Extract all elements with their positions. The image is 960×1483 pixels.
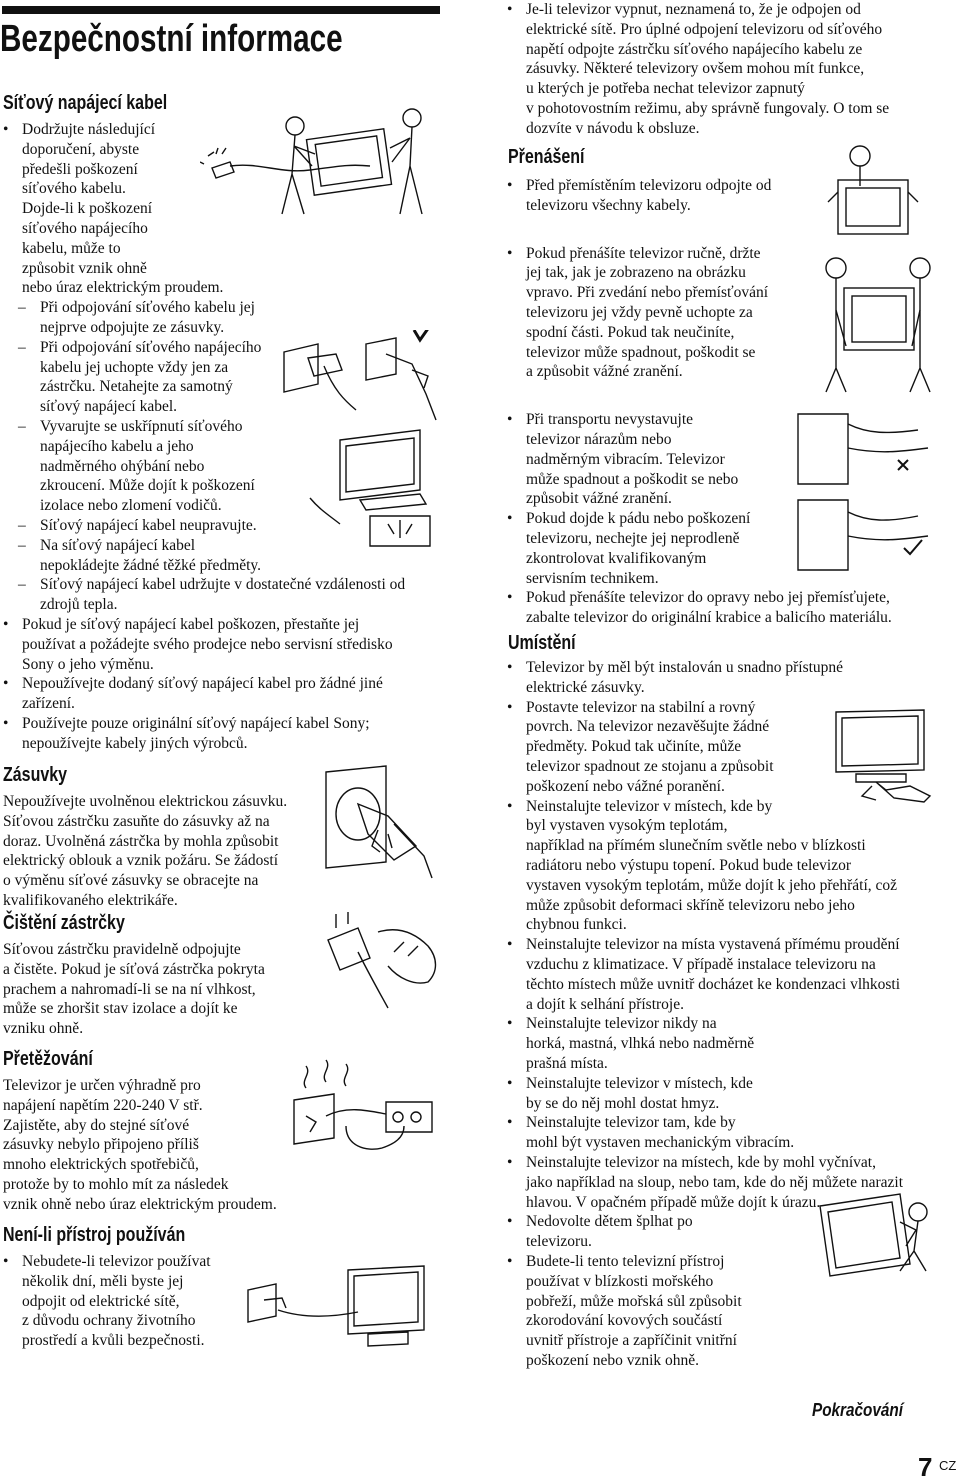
- header-rule: [2, 6, 440, 14]
- text-line: Na síťový napájecí kabel: [40, 536, 196, 554]
- text-line: Síťovou zástrčku pravidelně odpojujte: [3, 941, 241, 958]
- text-line: elektrické zásuvky.: [526, 678, 645, 696]
- text-line: například na přímém slunečním světle nebo v blízkosti: [526, 837, 866, 855]
- text-line: kabelu jej uchopte vždy jen za: [40, 358, 229, 376]
- text-line: Nedovolte dětem šplhat po: [526, 1213, 693, 1231]
- text-line: Televizor by měl být instalován u snadno přístupné: [526, 659, 844, 676]
- text-line: odpojit od elektrické sítě,: [22, 1292, 180, 1310]
- text-line: v pohotovostním režimu, aby správně fungovaly. O tom se: [526, 99, 890, 117]
- person-holding-tv-illustration: [820, 140, 930, 240]
- text-line: Pokud přenášíte televizor do opravy nebo jej přemísťujete,: [526, 589, 890, 607]
- text-line: síťový napájecí kabel.: [40, 398, 178, 416]
- text-line: zařízení.: [22, 695, 75, 713]
- text-line: servisním technikem.: [526, 569, 659, 587]
- standby-bullet-list: [504, 0, 952, 139]
- text-line: hlavou. V opačném případě může dojít k úrazu.: [526, 1193, 821, 1211]
- bullet-item: [504, 1014, 952, 1073]
- carrying-bullet: [504, 588, 952, 628]
- bullet-item: [0, 615, 452, 674]
- text-line: doraz. Uvolněná zástrčka by mohla způsobit: [3, 832, 279, 850]
- text-line: Dojde-li k poškození: [22, 200, 153, 218]
- text-line: síťového kabelu.: [22, 180, 126, 198]
- text-line: televizor může spadnout, poškodit se: [526, 343, 756, 361]
- text-line: prostředí a kvůli bezpečnosti.: [22, 1332, 205, 1350]
- child-climbing-tv-illustration: [810, 1186, 950, 1282]
- text-line: Neinstalujte televizor v místech, kde: [526, 1074, 753, 1092]
- tv-on-stand-illustration: [816, 706, 946, 804]
- page-title: Bezpečnostní informace: [0, 18, 343, 60]
- text-line: způsobit vážné zranění.: [526, 490, 672, 508]
- text-line: napětí odpojte zástrčku síťového napájecího kabelu ze: [526, 40, 863, 58]
- text-line: Při transportu nevystavujte: [526, 411, 694, 429]
- text-line: Síťovou zástrčku zasuňte do zásuvky až na: [3, 812, 270, 830]
- text-line: Před přemístěním televizoru odpojte od: [526, 177, 772, 194]
- text-line: Televizor je určen výhradně pro: [3, 1077, 201, 1094]
- bullet-item: [504, 588, 952, 628]
- bullet-item: [0, 674, 452, 714]
- tv-gripping-check-illustration: [788, 404, 938, 574]
- unplugged-tv-illustration: [238, 1260, 438, 1360]
- text-line: používat v blízkosti mořského: [526, 1272, 714, 1290]
- text-line: horká, mastná, vlhká nebo nadměrně: [526, 1035, 755, 1053]
- text-line: mohl být vystaven mechanickým vibracím.: [526, 1134, 795, 1152]
- text-line: předměty. Pokud tak učiníte, může: [526, 738, 742, 756]
- text-line: televizoru všechny kabely.: [526, 196, 691, 214]
- text-line: Budete-li tento televizní přístroj: [526, 1252, 725, 1270]
- heading-power-cord: Síťový napájecí kabel: [3, 92, 168, 114]
- text-line: izolace nebo zlomení vodičů.: [40, 497, 222, 515]
- text-line: a dojít k selhání přístroje.: [526, 995, 684, 1013]
- text-line: byl vystaven vysokým teplotám,: [526, 817, 728, 835]
- text-line: nadměrného ohýbání nebo: [40, 457, 205, 475]
- text-line: Sony o jeho výměnu.: [22, 655, 154, 673]
- text-line: zásuvky nebylo připojeno příliš: [3, 1136, 199, 1154]
- text-line: způsobit vznik ohně: [22, 259, 147, 277]
- text-line: televizoru jej vždy pevně uchopte za: [526, 303, 753, 321]
- text-line: napájení napětím 220-240 V stř.: [3, 1096, 203, 1114]
- text-line: o výměnu síťové zásuvky se obracejte na: [3, 872, 259, 890]
- text-line: nebo úraz elektrickým proudem.: [22, 279, 224, 297]
- text-line: spodní části. Pokud tak neučiníte,: [526, 323, 735, 341]
- text-line: televizoru.: [526, 1233, 592, 1251]
- bullet-item: [504, 1113, 952, 1153]
- text-line: jej tak, jak je zobrazeno na obrázku: [526, 264, 746, 282]
- text-line: prašná místa.: [526, 1054, 608, 1072]
- text-line: používat a požádejte svého prodejce nebo servisní středisko: [22, 635, 393, 653]
- text-line: zdrojů tepla.: [40, 596, 118, 614]
- text-line: může způsobit deformaci skříně televizoru nebo jeho: [526, 896, 855, 914]
- bullet-item: [504, 797, 952, 936]
- text-line: zástrčku. Netahejte za samotný: [40, 378, 233, 396]
- text-line: z důvodu ochrany životního: [22, 1312, 196, 1330]
- tv-on-cord-warning-illustration: [300, 420, 440, 560]
- text-line: Používejte pouze originální síťový napájecí kabel Sony;: [22, 714, 370, 732]
- language-code: CZ: [939, 1458, 957, 1473]
- text-line: Vyvarujte se uskřípnutí síťového: [40, 417, 243, 435]
- text-line: vzduchu z klimatizace. V případě instalace televizoru na: [526, 955, 876, 973]
- text-line: Síťový napájecí kabel neupravujte.: [40, 516, 257, 534]
- text-line: povrch. Na televizor nezavěšujte žádné: [526, 718, 770, 736]
- text-line: může spadnout a poškodit se nebo: [526, 470, 739, 488]
- text-line: Dodržujte následující: [22, 121, 155, 138]
- text-line: prachem a nahromadí-li se na ní vlhkost,: [3, 980, 256, 998]
- text-line: vzniku ohně.: [3, 1020, 84, 1038]
- text-line: zkontrolovat kvalifikovaným: [526, 549, 707, 567]
- text-line: nejprve odpojujte ze zásuvky.: [40, 318, 225, 336]
- text-line: uvnitř přístroje a zapříčinit vnitřní: [526, 1332, 737, 1350]
- text-line: poškození nebo vážné poranění.: [526, 777, 725, 795]
- loose-outlet-illustration: [318, 764, 442, 884]
- bullet-item: [504, 1074, 952, 1114]
- text-line: zabalte televizor do originální krabice a balicího materiálu.: [526, 609, 892, 627]
- bullet-item: [504, 658, 952, 698]
- text-line: elektrický oblouk a vznik požáru. Se žádostí: [3, 852, 279, 870]
- text-line: Postavte televizor na stabilní a rovný: [526, 698, 756, 716]
- text-line: u kterých je potřeba nechat televizor zapnutý: [526, 80, 805, 98]
- text-line: předešli poškození: [22, 160, 138, 178]
- text-line: doporučení, abyste: [22, 140, 140, 158]
- text-line: Pokud dojde k pádu nebo poškození: [526, 510, 751, 528]
- text-line: protože by to mohlo mít za následek: [3, 1175, 229, 1193]
- heading-outlets: Zásuvky: [3, 764, 68, 786]
- text-line: Nepoužívejte uvolněnou elektrickou zásuvku.: [3, 793, 288, 810]
- text-line: Neinstalujte televizor tam, kde by: [526, 1114, 736, 1132]
- dash-item: [0, 575, 452, 615]
- heading-overload: Přetěžování: [3, 1048, 93, 1070]
- text-line: Při odpojování síťového napájecího: [40, 338, 262, 356]
- text-line: zkroucení. Může dojít k poškození: [40, 477, 255, 495]
- text-line: Pokud je síťový napájecí kabel poškozen, přestaňte jej: [22, 615, 360, 633]
- text-line: Neinstalujte televizor na místech, kde by mohl vyčnívat,: [526, 1153, 876, 1171]
- text-line: pobřeží, může mořská sůl způsobit: [526, 1292, 742, 1310]
- text-line: Pokud přenášíte televizor ručně, držte: [526, 244, 761, 262]
- text-line: Nebudete-li televizor používat: [22, 1253, 211, 1270]
- bullet-item: [0, 714, 452, 754]
- unplug-by-plug-illustration: [274, 330, 444, 430]
- heading-carrying: Přenášení: [508, 146, 585, 168]
- text-line: několik dní, měli byste jej: [22, 1272, 184, 1290]
- text-line: radiátoru nebo výstupu topení. Pokud bude televizor: [526, 856, 852, 874]
- text-line: nepokládejte žádné těžké předměty.: [40, 556, 262, 574]
- text-line: jako například na sloup, nebo tam, kde do něj můžete narazit: [526, 1173, 904, 1191]
- text-line: může se zhoršit stav izolace a dojít ke: [3, 1000, 238, 1018]
- bullet-item: [504, 0, 952, 139]
- text-line: zásuvky. Některé televizory ovšem mohou mít funkce,: [526, 60, 865, 78]
- overloaded-outlet-illustration: [286, 1056, 436, 1162]
- heading-placement: Umístění: [508, 632, 576, 654]
- text-line: kvalifikovaného elektrikáře.: [3, 891, 178, 909]
- text-line: Zajistěte, aby do stejné síťové: [3, 1116, 190, 1134]
- text-line: těchto místech může uvnitř docházet ke kondenzaci vlhkosti: [526, 975, 901, 993]
- heading-plug-cleaning: Čištění zástrčky: [3, 912, 125, 934]
- text-line: televizor spadnout ze stojanu a způsobit: [526, 757, 774, 775]
- text-line: nepoužívejte kabely jiných výrobců.: [22, 734, 248, 752]
- heading-not-used: Není-li přístroj používán: [3, 1224, 186, 1246]
- page-number: 7: [918, 1452, 933, 1482]
- text-line: napájecího kabelu a jeho: [40, 437, 194, 455]
- text-line: poškození nebo vznik ohně.: [526, 1351, 700, 1369]
- text-line: a způsobit vážné zranění.: [526, 363, 683, 381]
- text-line: nadměrným vibracím. Televizor: [526, 450, 725, 468]
- text-line: vpravo. Při zvedání nebo přemísťování: [526, 284, 769, 302]
- text-line: a čistěte. Pokud je síťová zástrčka pokryta: [3, 960, 265, 978]
- text-line: Nepoužívejte dodaný síťový napájecí kabel pro žádné jiné: [22, 675, 383, 693]
- text-line: síťového napájecího: [22, 219, 148, 237]
- cleaning-plug-illustration: [318, 912, 448, 1012]
- text-line: Síťový napájecí kabel udržujte v dostatečné vzdálenosti od: [40, 576, 406, 594]
- text-line: zkorodování kovových součástí: [526, 1312, 723, 1330]
- text-line: Neinstalujte televizor nikdy na: [526, 1015, 717, 1033]
- text-line: Při odpojování síťového kabelu jej: [40, 299, 255, 317]
- text-line: elektrické sítě. Pro úplné odpojení televizoru od síťového: [526, 20, 883, 38]
- text-line: chybnou funkci.: [526, 916, 627, 934]
- people-carrying-tv-illustration: [200, 104, 440, 224]
- text-line: mnoho elektrických spotřebičů,: [3, 1156, 199, 1174]
- text-line: televizoru, nechejte jej neprodleně: [526, 529, 740, 547]
- two-hands-carrying-tv-illustration: [810, 244, 950, 394]
- bullet-item: [504, 935, 952, 1014]
- continue-label: Pokračování: [812, 1400, 904, 1420]
- text-line: Je-li televizor vypnut, neznamená to, že je odpojen od: [526, 1, 861, 18]
- text-line: Neinstalujte televizor na místa vystavená přímému proudění: [526, 936, 900, 954]
- text-line: televizor nárazům nebo: [526, 430, 672, 448]
- text-line: by se do něj mohl dostat hmyz.: [526, 1094, 720, 1112]
- text-line: vznik ohně nebo úraz elektrickým proudem.: [3, 1195, 277, 1213]
- text-line: kabelu, může to: [22, 239, 121, 257]
- text-line: Neinstalujte televizor v místech, kde by: [526, 797, 773, 815]
- text-line: vystaven vysokým teplotám, může dojít k jeho přehřátí, což: [526, 876, 898, 894]
- text-line: dozvíte v návodu k obsluze.: [526, 119, 700, 137]
- power-cord-bullet-list: [0, 615, 452, 754]
